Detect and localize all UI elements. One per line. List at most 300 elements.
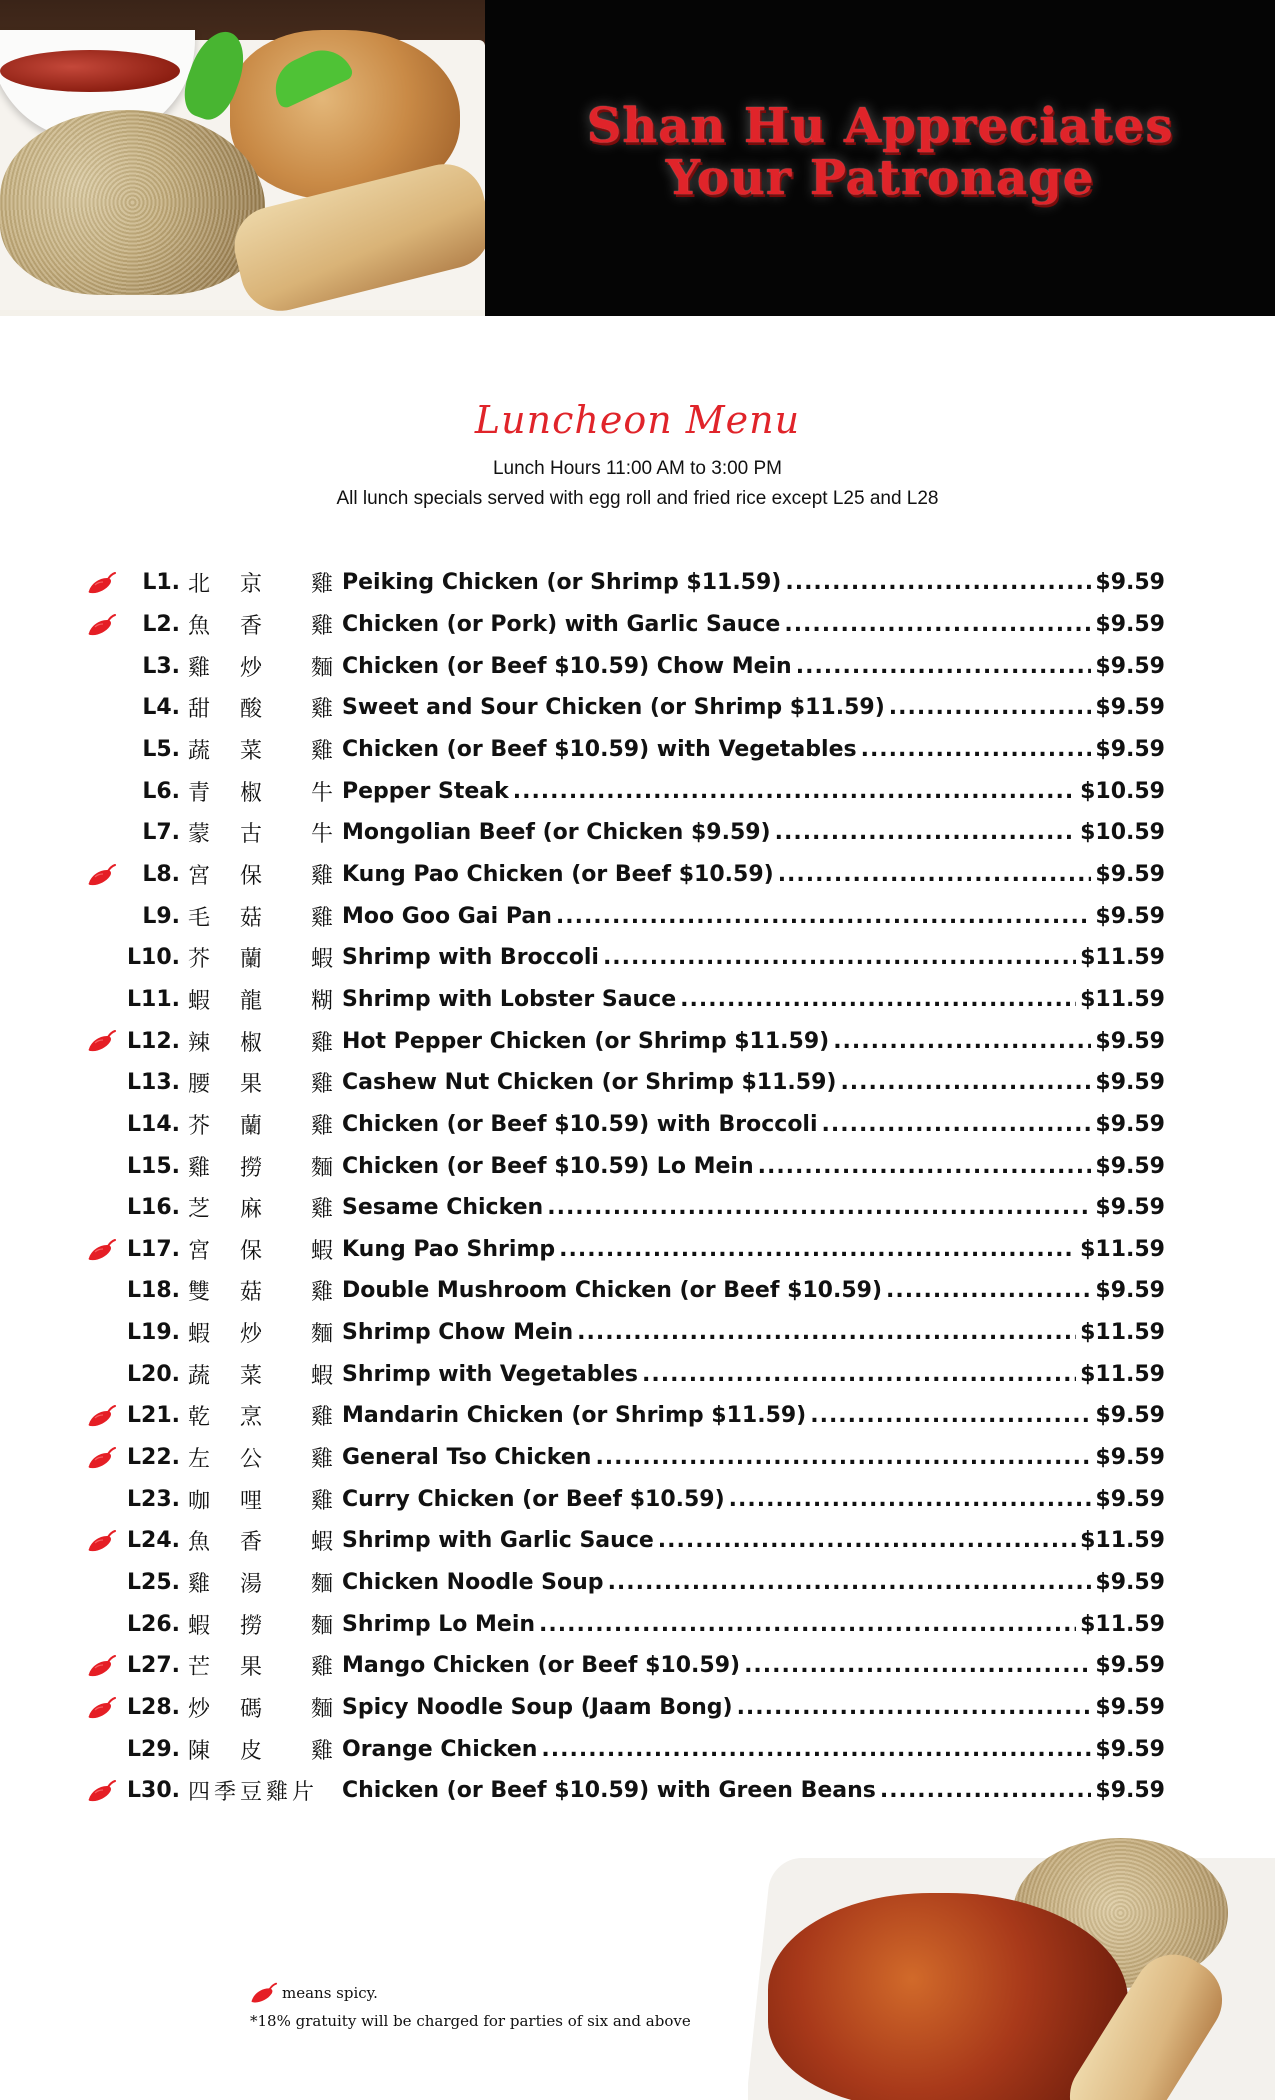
item-chinese-name bbox=[188, 817, 343, 848]
chinese-char: 烹 bbox=[240, 1405, 263, 1431]
item-chinese-name bbox=[188, 901, 343, 932]
chinese-char: 蒙 bbox=[188, 822, 211, 848]
dot-leader bbox=[608, 1570, 1092, 1595]
item-line bbox=[342, 654, 1165, 679]
item-line bbox=[342, 1778, 1165, 1803]
item-line bbox=[342, 1653, 1165, 1678]
luncheon-menu-title: Luncheon Menu bbox=[474, 398, 801, 442]
item-line bbox=[342, 779, 1165, 804]
menu-item-l25 bbox=[0, 1562, 1275, 1604]
chinese-char: 青 bbox=[188, 780, 211, 806]
item-code: L28. bbox=[127, 1695, 180, 1721]
chinese-char: 果 bbox=[240, 1072, 263, 1098]
item-name: Mongolian Beef (or Chicken $9.59) bbox=[342, 820, 771, 846]
headline-line-1: Shan Hu Appreciates bbox=[586, 98, 1174, 154]
item-line bbox=[342, 1195, 1165, 1220]
item-line bbox=[342, 1154, 1165, 1179]
item-code: L23. bbox=[127, 1486, 180, 1512]
menu-item-l21 bbox=[0, 1395, 1275, 1437]
chinese-char: 雞 bbox=[311, 1447, 334, 1473]
menu-item-l18 bbox=[0, 1270, 1275, 1312]
item-name: Shrimp Lo Mein bbox=[342, 1611, 536, 1637]
chinese-char: 炒 bbox=[240, 655, 263, 681]
chinese-char: 菜 bbox=[240, 738, 263, 764]
item-name: Mandarin Chicken (or Shrimp $11.59) bbox=[342, 1403, 807, 1429]
menu-item-l26 bbox=[0, 1603, 1275, 1645]
item-price: $9.59 bbox=[1095, 1486, 1165, 1512]
chinese-char: 四 bbox=[188, 1780, 211, 1806]
item-line bbox=[342, 1445, 1165, 1470]
chinese-char: 菇 bbox=[240, 905, 263, 931]
menu-item-l4 bbox=[0, 687, 1275, 729]
item-code: L11. bbox=[127, 986, 180, 1012]
item-name: Chicken Noodle Soup bbox=[342, 1570, 604, 1596]
item-price: $9.59 bbox=[1095, 1695, 1165, 1721]
item-price: $9.59 bbox=[1095, 1153, 1165, 1179]
chinese-char: 哩 bbox=[240, 1488, 263, 1514]
chinese-char: 蝦 bbox=[311, 1363, 334, 1389]
item-chinese-name bbox=[188, 1026, 343, 1057]
item-name: Spicy Noodle Soup (Jaam Bong) bbox=[342, 1695, 733, 1721]
dot-leader bbox=[810, 1403, 1091, 1428]
dot-leader bbox=[556, 904, 1092, 929]
chinese-char: 蝦 bbox=[188, 988, 211, 1014]
item-name: Shrimp with Garlic Sauce bbox=[342, 1528, 654, 1554]
item-chinese-name bbox=[188, 1317, 343, 1348]
chinese-char: 麵 bbox=[311, 1697, 334, 1723]
item-code: L27. bbox=[127, 1653, 180, 1679]
menu-list bbox=[0, 562, 1275, 1812]
chinese-char: 豆 bbox=[240, 1780, 263, 1806]
item-code: L1. bbox=[142, 570, 180, 596]
menu-item-l8 bbox=[0, 854, 1275, 896]
item-chinese-name bbox=[188, 1650, 343, 1681]
chinese-char: 蝦 bbox=[311, 1238, 334, 1264]
item-line bbox=[342, 1029, 1165, 1054]
item-chinese-name bbox=[188, 1275, 343, 1306]
item-code: L22. bbox=[127, 1445, 180, 1471]
item-price: $9.59 bbox=[1095, 1778, 1165, 1804]
item-price: $9.59 bbox=[1095, 695, 1165, 721]
menu-item-l30 bbox=[0, 1770, 1275, 1812]
item-price: $9.59 bbox=[1095, 903, 1165, 929]
chinese-char: 香 bbox=[240, 1530, 263, 1556]
menu-item-l24 bbox=[0, 1520, 1275, 1562]
item-price: $11.59 bbox=[1080, 1361, 1165, 1387]
chinese-char: 保 bbox=[240, 1238, 263, 1264]
item-code: L25. bbox=[127, 1570, 180, 1596]
item-price: $9.59 bbox=[1095, 1653, 1165, 1679]
menu-item-l22 bbox=[0, 1437, 1275, 1479]
header-banner bbox=[0, 0, 1275, 316]
item-name: Sesame Chicken bbox=[342, 1195, 544, 1221]
chinese-char: 雞 bbox=[188, 1155, 211, 1181]
item-chinese-name bbox=[188, 692, 343, 723]
menu-item-l28 bbox=[0, 1687, 1275, 1729]
item-code: L29. bbox=[127, 1736, 180, 1762]
item-name: Sweet and Sour Chicken (or Shrimp $11.59) bbox=[342, 695, 885, 721]
item-line bbox=[342, 1570, 1165, 1595]
chinese-char: 蔬 bbox=[188, 738, 211, 764]
item-price: $9.59 bbox=[1095, 1028, 1165, 1054]
item-chinese-name bbox=[188, 984, 343, 1015]
chinese-char: 芒 bbox=[188, 1655, 211, 1681]
item-name: Chicken (or Beef $10.59) with Green Beans bbox=[342, 1778, 876, 1804]
item-price: $11.59 bbox=[1080, 1611, 1165, 1637]
chili-pepper-icon bbox=[250, 1982, 278, 2004]
item-chinese-name bbox=[188, 1484, 343, 1515]
item-line bbox=[342, 737, 1165, 762]
item-line bbox=[342, 1612, 1165, 1637]
lunch-note: All lunch specials served with egg roll and fried rice except L25 and L28 bbox=[336, 488, 939, 509]
item-line bbox=[342, 904, 1165, 929]
item-code: L30. bbox=[127, 1778, 180, 1804]
item-line bbox=[342, 1487, 1165, 1512]
dot-leader bbox=[785, 570, 1091, 595]
chinese-char: 蝦 bbox=[311, 947, 334, 973]
chinese-char: 麵 bbox=[311, 1613, 334, 1639]
item-price: $9.59 bbox=[1095, 611, 1165, 637]
dot-leader bbox=[889, 695, 1092, 720]
item-price: $9.59 bbox=[1095, 1570, 1165, 1596]
item-price: $10.59 bbox=[1080, 778, 1165, 804]
item-code: L19. bbox=[127, 1320, 180, 1346]
item-name: Curry Chicken (or Beef $10.59) bbox=[342, 1486, 725, 1512]
dot-leader bbox=[840, 1070, 1091, 1095]
item-name: Orange Chicken bbox=[342, 1736, 538, 1762]
menu-item-l7 bbox=[0, 812, 1275, 854]
menu-item-l27 bbox=[0, 1645, 1275, 1687]
item-code: L15. bbox=[127, 1153, 180, 1179]
chinese-char: 左 bbox=[188, 1447, 211, 1473]
item-code: L8. bbox=[142, 861, 180, 887]
menu-item-l20 bbox=[0, 1353, 1275, 1395]
item-name: General Tso Chicken bbox=[342, 1445, 592, 1471]
dot-leader bbox=[775, 820, 1076, 845]
menu-item-l23 bbox=[0, 1478, 1275, 1520]
menu-item-l16 bbox=[0, 1187, 1275, 1229]
item-price: $9.59 bbox=[1095, 1070, 1165, 1096]
chinese-char: 片 bbox=[292, 1780, 315, 1806]
menu-item-l6 bbox=[0, 770, 1275, 812]
item-line bbox=[342, 862, 1165, 887]
item-chinese-name bbox=[188, 1234, 343, 1265]
chinese-char: 撈 bbox=[240, 1155, 263, 1181]
chinese-char: 雞 bbox=[311, 572, 334, 598]
chinese-char: 炒 bbox=[240, 1322, 263, 1348]
headline bbox=[520, 100, 1240, 204]
chinese-char: 麻 bbox=[240, 1197, 263, 1223]
item-name: Pepper Steak bbox=[342, 778, 509, 804]
item-chinese-name bbox=[188, 734, 343, 765]
chinese-char: 麵 bbox=[311, 655, 334, 681]
chinese-char: 雞 bbox=[311, 1280, 334, 1306]
item-chinese-name bbox=[188, 651, 343, 682]
chinese-char: 雞 bbox=[311, 1113, 334, 1139]
item-chinese-name bbox=[188, 1775, 343, 1806]
item-line bbox=[342, 1403, 1165, 1428]
item-name: Shrimp with Lobster Sauce bbox=[342, 986, 677, 1012]
item-name: Cashew Nut Chicken (or Shrimp $11.59) bbox=[342, 1070, 837, 1096]
dot-leader bbox=[744, 1653, 1091, 1678]
item-price: $9.59 bbox=[1095, 1195, 1165, 1221]
item-line bbox=[342, 1278, 1165, 1303]
chinese-char: 乾 bbox=[188, 1405, 211, 1431]
item-chinese-name bbox=[188, 1359, 343, 1390]
item-code: L13. bbox=[127, 1070, 180, 1096]
dot-leader bbox=[559, 1237, 1076, 1262]
item-code: L5. bbox=[142, 736, 180, 762]
chinese-char: 牛 bbox=[311, 822, 334, 848]
chinese-char: 雞 bbox=[311, 697, 334, 723]
menu-item-l11 bbox=[0, 979, 1275, 1021]
menu-item-l10 bbox=[0, 937, 1275, 979]
item-name: Shrimp with Broccoli bbox=[342, 945, 599, 971]
item-price: $11.59 bbox=[1080, 986, 1165, 1012]
chinese-char: 糊 bbox=[311, 988, 334, 1014]
item-code: L6. bbox=[142, 778, 180, 804]
dot-leader bbox=[658, 1528, 1076, 1553]
item-code: L9. bbox=[142, 903, 180, 929]
chinese-char: 宮 bbox=[188, 1238, 211, 1264]
dot-leader bbox=[796, 654, 1092, 679]
chinese-char: 皮 bbox=[240, 1738, 263, 1764]
headline-line-2: Your Patronage bbox=[665, 150, 1095, 206]
chinese-char: 京 bbox=[240, 572, 263, 598]
chinese-char: 麵 bbox=[311, 1572, 334, 1598]
item-chinese-name bbox=[188, 1192, 343, 1223]
chinese-char: 芥 bbox=[188, 1113, 211, 1139]
dot-leader bbox=[886, 1278, 1091, 1303]
chinese-char: 雞 bbox=[311, 1197, 334, 1223]
chinese-char: 酸 bbox=[240, 697, 263, 723]
item-code: L20. bbox=[127, 1361, 180, 1387]
chinese-char: 椒 bbox=[240, 1030, 263, 1056]
chinese-char: 雞 bbox=[311, 905, 334, 931]
item-code: L12. bbox=[127, 1028, 180, 1054]
item-line bbox=[342, 1695, 1165, 1720]
dot-leader bbox=[861, 737, 1092, 762]
chinese-char: 辣 bbox=[188, 1030, 211, 1056]
dot-leader bbox=[547, 1195, 1091, 1220]
food-photo-bottom bbox=[748, 1838, 1275, 2100]
orange-chicken bbox=[768, 1893, 1128, 2100]
chinese-char: 蔬 bbox=[188, 1363, 211, 1389]
dot-leader bbox=[729, 1487, 1092, 1512]
chinese-char: 北 bbox=[188, 572, 211, 598]
menu-item-l12 bbox=[0, 1020, 1275, 1062]
item-name: Mango Chicken (or Beef $10.59) bbox=[342, 1653, 741, 1679]
item-chinese-name bbox=[188, 609, 343, 640]
chinese-char: 毛 bbox=[188, 905, 211, 931]
item-price: $9.59 bbox=[1095, 570, 1165, 596]
item-name: Moo Goo Gai Pan bbox=[342, 903, 552, 929]
item-name: Double Mushroom Chicken (or Beef $10.59) bbox=[342, 1278, 883, 1304]
item-code: L16. bbox=[127, 1195, 180, 1221]
dot-leader bbox=[880, 1778, 1092, 1803]
item-line bbox=[342, 612, 1165, 637]
dot-leader bbox=[595, 1445, 1091, 1470]
item-price: $11.59 bbox=[1080, 1528, 1165, 1554]
chinese-char: 雞 bbox=[311, 1738, 334, 1764]
item-name: Chicken (or Beef $10.59) Lo Mein bbox=[342, 1153, 754, 1179]
item-chinese-name bbox=[188, 1442, 343, 1473]
dot-leader bbox=[603, 945, 1076, 970]
item-name: Chicken (or Beef $10.59) Chow Mein bbox=[342, 653, 792, 679]
item-chinese-name bbox=[188, 1734, 343, 1765]
lunch-hours: Lunch Hours 11:00 AM to 3:00 PM bbox=[492, 458, 783, 479]
dot-leader bbox=[680, 987, 1076, 1012]
chinese-char: 蘭 bbox=[240, 1113, 263, 1139]
chinese-char: 菜 bbox=[240, 1363, 263, 1389]
menu-item-l1 bbox=[0, 562, 1275, 604]
chinese-char: 湯 bbox=[240, 1572, 263, 1598]
item-chinese-name bbox=[188, 859, 343, 890]
item-code: L17. bbox=[127, 1236, 180, 1262]
item-name: Kung Pao Shrimp bbox=[342, 1236, 556, 1262]
chinese-char: 魚 bbox=[188, 613, 211, 639]
item-name: Chicken (or Beef $10.59) with Vegetables bbox=[342, 736, 857, 762]
item-price: $9.59 bbox=[1095, 1445, 1165, 1471]
chinese-char: 香 bbox=[240, 613, 263, 639]
dot-leader bbox=[758, 1154, 1092, 1179]
menu-item-l15 bbox=[0, 1145, 1275, 1187]
item-line bbox=[342, 987, 1165, 1012]
dot-leader bbox=[642, 1362, 1076, 1387]
chinese-char: 椒 bbox=[240, 780, 263, 806]
spicy-legend bbox=[250, 1982, 378, 2004]
item-code: L4. bbox=[142, 695, 180, 721]
item-price: $11.59 bbox=[1080, 1236, 1165, 1262]
item-name: Chicken (or Pork) with Garlic Sauce bbox=[342, 611, 781, 637]
dot-leader bbox=[577, 1320, 1076, 1345]
chinese-char: 雞 bbox=[311, 1030, 334, 1056]
item-chinese-name bbox=[188, 1692, 343, 1723]
chinese-char: 龍 bbox=[240, 988, 263, 1014]
chinese-char: 雙 bbox=[188, 1280, 211, 1306]
item-chinese-name bbox=[188, 1609, 343, 1640]
gratuity-note: *18% gratuity will be charged for parties of six and above bbox=[250, 2012, 691, 2030]
item-price: $9.59 bbox=[1095, 736, 1165, 762]
item-line bbox=[342, 570, 1165, 595]
chinese-char: 雞 bbox=[311, 1072, 334, 1098]
chinese-char: 蘭 bbox=[240, 947, 263, 973]
menu-item-l2 bbox=[0, 604, 1275, 646]
chinese-char: 菇 bbox=[240, 1280, 263, 1306]
chinese-char: 雞 bbox=[311, 1405, 334, 1431]
item-code: L3. bbox=[142, 653, 180, 679]
item-name: Peiking Chicken (or Shrimp $11.59) bbox=[342, 570, 782, 596]
chinese-char: 咖 bbox=[188, 1488, 211, 1514]
menu-item-l3 bbox=[0, 645, 1275, 687]
dot-leader bbox=[778, 862, 1092, 887]
item-price: $9.59 bbox=[1095, 1278, 1165, 1304]
item-line bbox=[342, 1237, 1165, 1262]
chinese-char: 芥 bbox=[188, 947, 211, 973]
item-line bbox=[342, 1362, 1165, 1387]
item-code: L2. bbox=[142, 611, 180, 637]
item-name: Kung Pao Chicken (or Beef $10.59) bbox=[342, 861, 774, 887]
dot-leader bbox=[833, 1029, 1091, 1054]
chinese-char: 古 bbox=[240, 822, 263, 848]
item-chinese-name bbox=[188, 1109, 343, 1140]
item-code: L21. bbox=[127, 1403, 180, 1429]
item-name: Shrimp Chow Mein bbox=[342, 1320, 574, 1346]
item-name: Hot Pepper Chicken (or Shrimp $11.59) bbox=[342, 1028, 830, 1054]
menu-item-l29 bbox=[0, 1728, 1275, 1770]
item-price: $9.59 bbox=[1095, 1111, 1165, 1137]
chinese-char: 雞 bbox=[311, 613, 334, 639]
item-line bbox=[342, 820, 1165, 845]
chinese-char: 雞 bbox=[311, 863, 334, 889]
chinese-char: 麵 bbox=[311, 1322, 334, 1348]
chinese-char: 保 bbox=[240, 863, 263, 889]
chinese-char: 魚 bbox=[188, 1530, 211, 1556]
chinese-char: 碼 bbox=[240, 1697, 263, 1723]
chinese-char: 宮 bbox=[188, 863, 211, 889]
item-chinese-name bbox=[188, 567, 343, 598]
item-price: $9.59 bbox=[1095, 1403, 1165, 1429]
item-price: $10.59 bbox=[1080, 820, 1165, 846]
item-code: L18. bbox=[127, 1278, 180, 1304]
chinese-char: 腰 bbox=[188, 1072, 211, 1098]
dot-leader bbox=[822, 1112, 1092, 1137]
chinese-char: 果 bbox=[240, 1655, 263, 1681]
chinese-char: 芝 bbox=[188, 1197, 211, 1223]
item-code: L10. bbox=[127, 945, 180, 971]
chinese-char: 陳 bbox=[188, 1738, 211, 1764]
item-price: $11.59 bbox=[1080, 945, 1165, 971]
chinese-char: 公 bbox=[240, 1447, 263, 1473]
menu-item-l13 bbox=[0, 1062, 1275, 1104]
chinese-char: 蝦 bbox=[311, 1530, 334, 1556]
item-chinese-name bbox=[188, 776, 343, 807]
chinese-char: 蝦 bbox=[188, 1322, 211, 1348]
chinese-char: 牛 bbox=[311, 780, 334, 806]
sauce bbox=[0, 50, 180, 92]
item-line bbox=[342, 945, 1165, 970]
item-line bbox=[342, 1528, 1165, 1553]
item-price: $9.59 bbox=[1095, 1736, 1165, 1762]
item-chinese-name bbox=[188, 1400, 343, 1431]
item-line bbox=[342, 1112, 1165, 1137]
menu-item-l5 bbox=[0, 729, 1275, 771]
chinese-char: 炒 bbox=[188, 1697, 211, 1723]
chinese-char: 雞 bbox=[188, 1572, 211, 1598]
menu-item-l17 bbox=[0, 1229, 1275, 1271]
item-line bbox=[342, 1070, 1165, 1095]
dot-leader bbox=[513, 779, 1076, 804]
menu-item-l14 bbox=[0, 1104, 1275, 1146]
item-chinese-name bbox=[188, 1151, 343, 1182]
chinese-char: 蝦 bbox=[188, 1613, 211, 1639]
menu-item-l19 bbox=[0, 1312, 1275, 1354]
chinese-char: 甜 bbox=[188, 697, 211, 723]
dot-leader bbox=[784, 612, 1091, 637]
item-chinese-name bbox=[188, 1067, 343, 1098]
item-line bbox=[342, 695, 1165, 720]
item-line bbox=[342, 1320, 1165, 1345]
legend-text: means spicy. bbox=[282, 1984, 378, 2002]
menu-item-l9 bbox=[0, 895, 1275, 937]
dot-leader bbox=[541, 1737, 1091, 1762]
item-line bbox=[342, 1737, 1165, 1762]
chinese-char: 雞 bbox=[188, 655, 211, 681]
chinese-char: 麵 bbox=[311, 1155, 334, 1181]
item-chinese-name bbox=[188, 1525, 343, 1556]
item-code: L24. bbox=[127, 1528, 180, 1554]
chinese-char: 季 bbox=[214, 1780, 237, 1806]
